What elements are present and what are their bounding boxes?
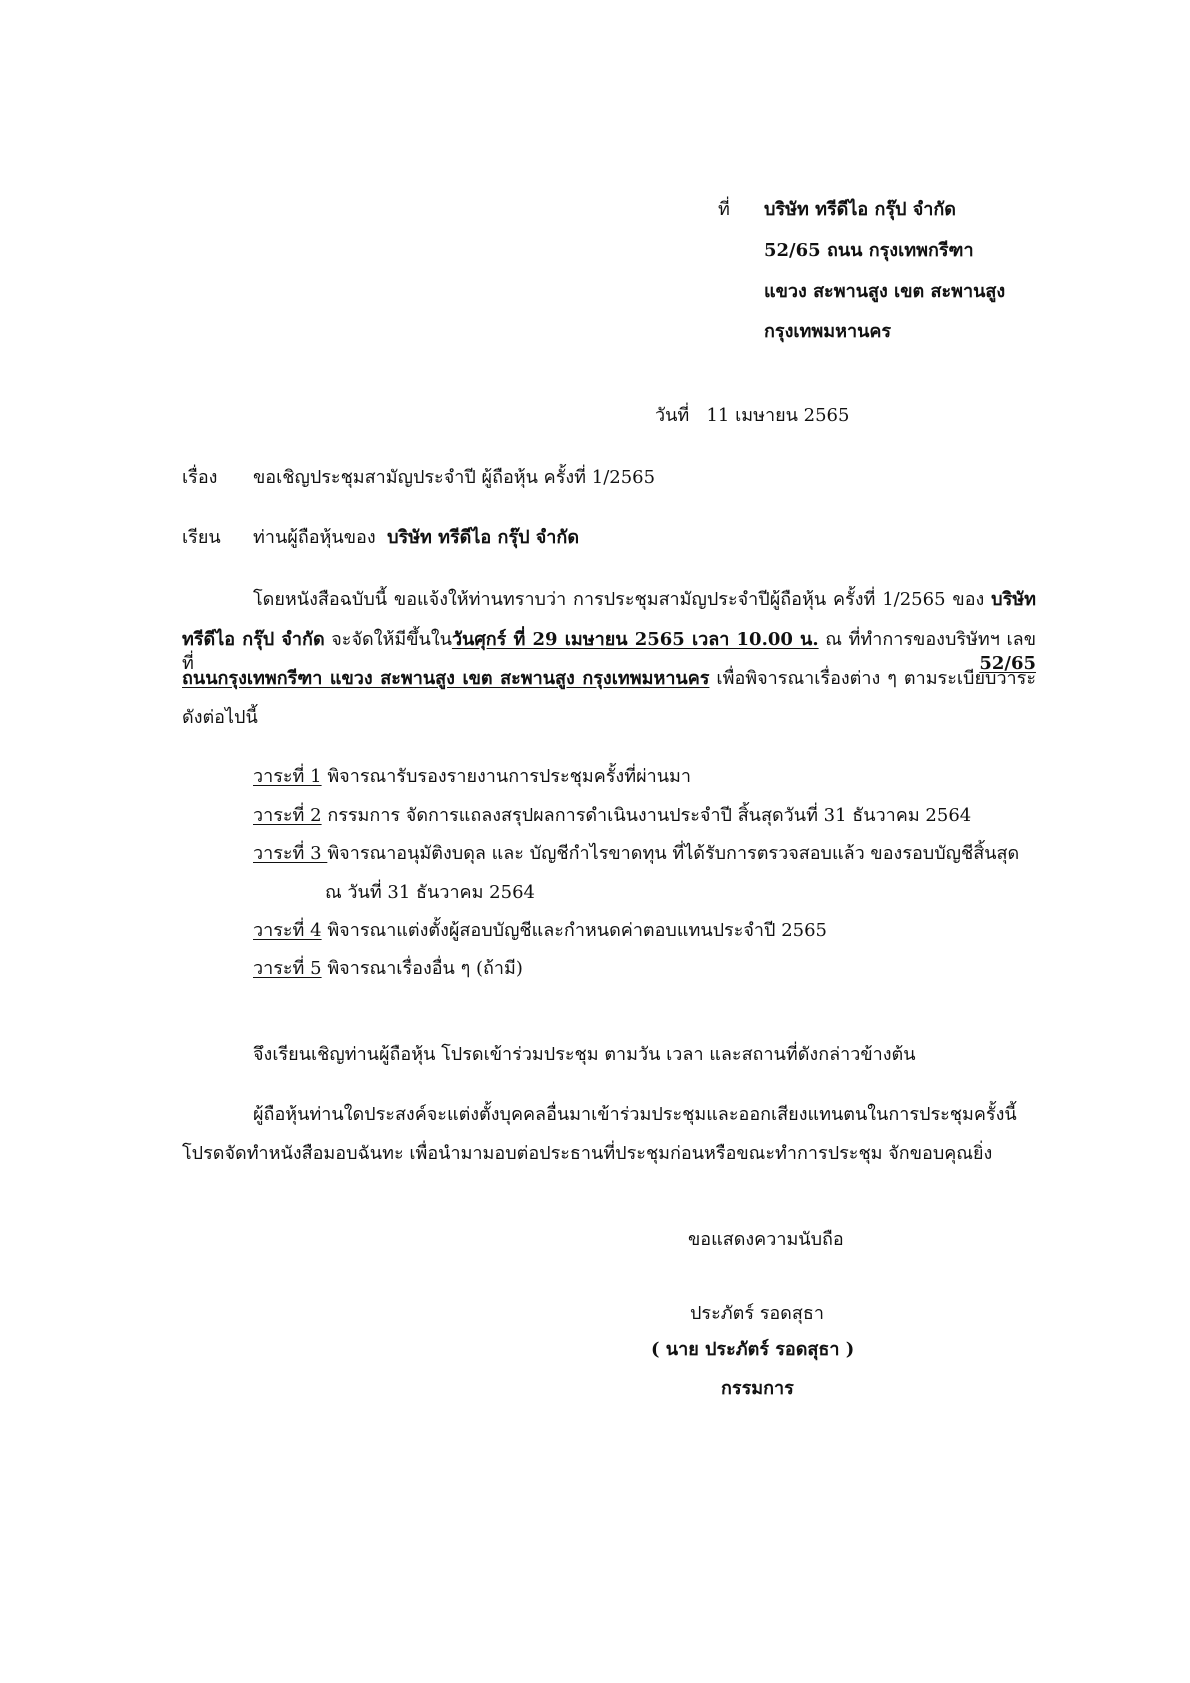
address-company: บริษัท ทรีดีไอ กรุ๊ป จำกัด xyxy=(764,199,956,220)
agenda-text: กรรมการ จัดการแถลงสรุปผลการดำเนินงานประจำปี สิ้นสุดวันที่ 31 ธันวาคม 2564 xyxy=(321,805,972,826)
agenda-item-4 xyxy=(253,919,827,943)
agenda-item-2 xyxy=(253,804,971,828)
address-line-3: กรุงเทพมหานคร xyxy=(764,321,892,342)
recipient-company: บริษัท ทรีดีไอ กรุ๊ป จำกัด xyxy=(387,527,580,548)
agenda-label: วาระที่ 1 xyxy=(253,766,322,787)
agenda-label: วาระที่ 3 xyxy=(253,843,328,864)
agenda-text: พิจารณาแต่งตั้งผู้สอบบัญชีและกำหนดค่าตอบแทนประจำปี 2565 xyxy=(321,920,827,941)
signatory-name: ( นาย ประภัตร์ รอดสุธา ) xyxy=(651,1339,855,1360)
recipient-text: ท่านผู้ถือหุ้นของ xyxy=(253,527,376,548)
body-line-2-text: จะจัดให้มีขึ้นใน xyxy=(324,629,452,650)
meeting-address-number: 52/65 xyxy=(979,653,1036,674)
signature: ประภัตร์ รอดสุธา xyxy=(690,1303,824,1324)
body-line-1 xyxy=(253,588,1036,612)
agenda-item-3 xyxy=(253,842,1019,866)
recipient-label: เรียน xyxy=(182,527,221,548)
address-label: ที่ xyxy=(718,199,730,220)
invitation-text: จึงเรียนเชิญท่านผู้ถือหุ้น โปรดเข้าร่วมประชุม ตามวัน เวลา และสถานที่ดังกล่าวข้างต้น xyxy=(253,1044,916,1065)
closing-regards: ขอแสดงความนับถือ xyxy=(688,1229,844,1250)
address-line-2: แขวง สะพานสูง เขต สะพานสูง xyxy=(764,281,1006,302)
body-line-3-text: เพื่อพิจารณาเรื่องต่าง ๆ ตามระเบียบวาระ xyxy=(709,668,1036,689)
subject-text: ขอเชิญประชุมสามัญประจำปี ผู้ถือหุ้น ครั้งที่ 1/2565 xyxy=(253,467,656,488)
agenda-text: พิจารณาอนุมัติงบดุล และ บัญชีกำไรขาดทุน ที่ได้รับการตรวจสอบแล้ว ของรอบบัญชีสิ้นสุด xyxy=(327,843,1020,864)
proxy-line-1: ผู้ถือหุ้นท่านใดประสงค์จะแต่งตั้งบุคคลอื่นมาเข้าร่วมประชุมและออกเสียงแทนตนในการประชุมครั้งนี้ xyxy=(253,1104,1017,1125)
address-line-1: 52/65 ถนน กรุงเทพกรีฑา xyxy=(764,240,974,261)
recipient-line xyxy=(253,526,579,550)
agenda-label: วาระที่ 2 xyxy=(253,805,322,826)
body-line-4: ดังต่อไปนี้ xyxy=(182,707,258,728)
body-company-start: บริษัท xyxy=(991,589,1036,610)
date-value: 11 เมษายน 2565 xyxy=(706,405,850,426)
date-line xyxy=(655,404,849,428)
agenda-text: พิจารณารับรองรายงานการประชุมครั้งที่ผ่านมา xyxy=(321,766,692,787)
agenda-item-3-continued: ณ วันที่ 31 ธันวาคม 2564 xyxy=(325,882,535,903)
body-line-1-text: โดยหนังสือฉบับนี้ ขอแจ้งให้ท่านทราบว่า การประชุมสามัญประจำปีผู้ถือหุ้น ครั้งที่ 1/2565 ของ xyxy=(253,589,985,610)
body-line-2-text2: ณ ที่ทำการของบริษัทฯ เลขที่ xyxy=(182,629,1036,674)
body-company-end: ทรีดีไอ กรุ๊ป จำกัด xyxy=(182,629,325,650)
agenda-label: วาระที่ 4 xyxy=(253,920,322,941)
signatory-title: กรรมการ xyxy=(721,1378,794,1399)
agenda-text: พิจารณาเรื่องอื่น ๆ (ถ้ามี) xyxy=(321,958,523,979)
meeting-place: ถนนกรุงเทพกรีฑา แขวง สะพานสูง เขต สะพานสูง กรุงเทพมหานคร xyxy=(182,668,710,689)
agenda-label: วาระที่ 5 xyxy=(253,958,322,979)
body-line-3 xyxy=(182,667,1036,691)
proxy-line-2: โปรดจัดทำหนังสือมอบฉันทะ เพื่อนำมามอบต่อประธานที่ประชุมก่อนหรือขณะทำการประชุม จักขอบคุณยิ่ง xyxy=(182,1143,993,1164)
agenda-item-5 xyxy=(253,957,523,981)
agenda-item-1 xyxy=(253,765,691,789)
subject-label: เรื่อง xyxy=(182,467,218,488)
meeting-datetime: วันศุกร์ ที่ 29 เมษายน 2565 เวลา 10.00 น. xyxy=(451,629,819,650)
date-label: วันที่ xyxy=(655,405,690,426)
